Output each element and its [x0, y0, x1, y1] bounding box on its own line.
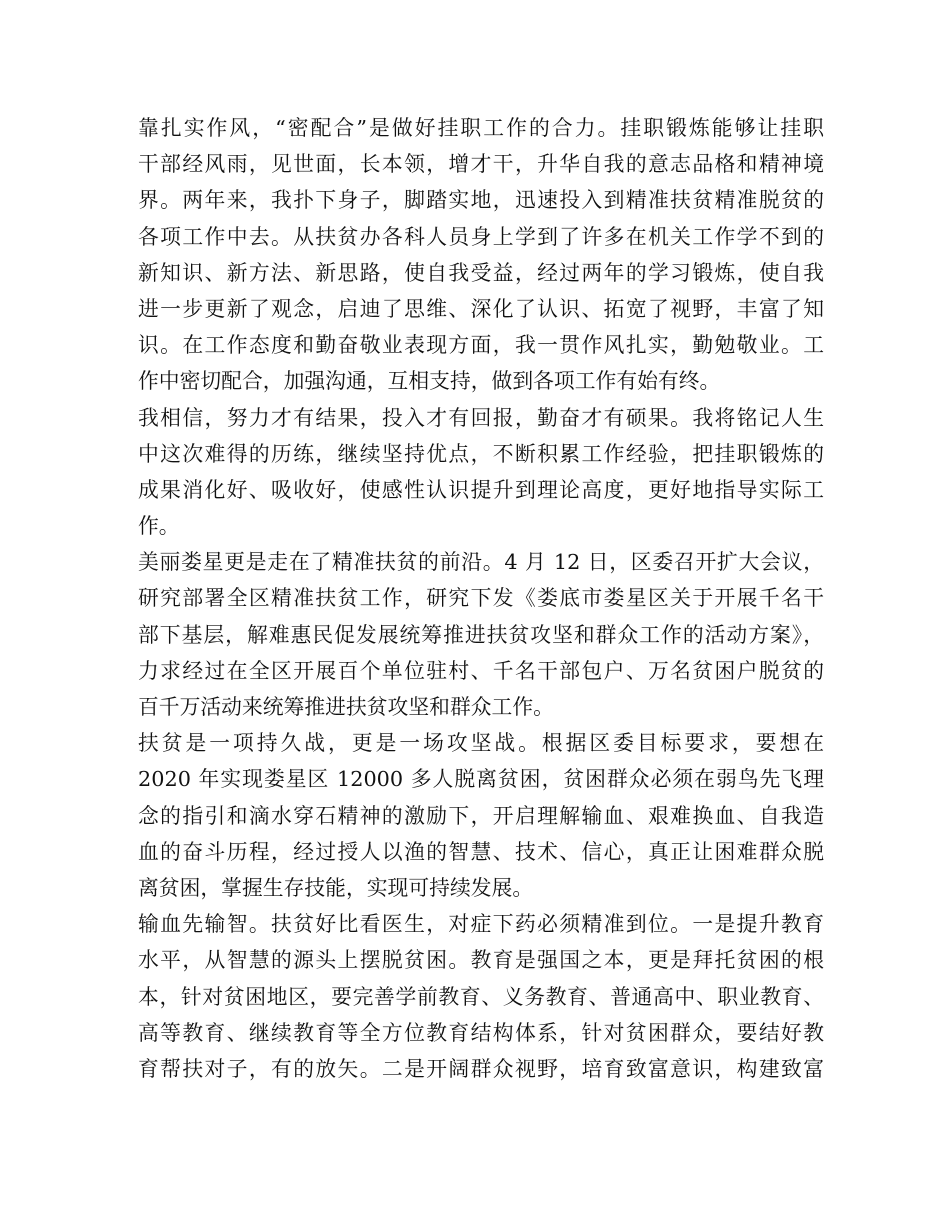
- text-line: 离贫困，掌握生存技能，实现可持续发展。: [138, 875, 534, 900]
- text-line: 界。两年来，我扑下身子，脚踏实地，迅速投入到精准扶贫精准脱贫的: [138, 188, 824, 213]
- text-line: 识。在工作态度和勤奋敬业表现方面，我一贯作风扎实，勤勉敬业。工: [138, 333, 824, 358]
- text-line: 高等教育、继续教育等全方位教育结构体系，针对贫困群众，要结好教: [138, 1020, 824, 1045]
- text-line: 干部经风雨，见世面，长本领，增才干，升华自我的意志品格和精神境: [138, 152, 824, 177]
- text-line: 扶贫是一项持久战，更是一场攻坚战。根据区委目标要求，要想在: [138, 731, 824, 756]
- text-line: 本，针对贫困地区，要完善学前教育、义务教育、普通高中、职业教育、: [138, 984, 824, 1009]
- text-line: 靠扎实作风，“密配合”是做好挂职工作的合力。挂职锻炼能够让挂职: [138, 116, 824, 140]
- paragraph: [138, 906, 824, 1087]
- text-line: 新知识、新方法、新思路，使自我受益，经过两年的学习锻炼，使自我: [138, 260, 824, 285]
- text-line: 2020 年实现娄星区 12000 多人脱离贫困，贫困群众必须在弱鸟先飞理: [138, 767, 824, 792]
- text-line: 研究部署全区精准扶贫工作，研究下发《娄底市娄星区关于开展千名干: [138, 586, 824, 611]
- text-line: 育帮扶对子，有的放矢。二是开阔群众视野，培育致富意识，构建致富: [138, 1056, 824, 1081]
- document-body: [138, 110, 824, 1087]
- text-line: 我相信，努力才有结果，投入才有回报，勤奋才有硕果。我将铭记人生: [138, 405, 824, 430]
- text-line: 力求经过在全区开展百个单位驻村、千名干部包户、万名贫困户脱贫的: [138, 658, 824, 683]
- text-line: 输血先输智。扶贫好比看医生，对症下药必须精准到位。一是提升教育: [138, 912, 824, 937]
- text-line: 念的指引和滴水穿石精神的激励下，开启理解输血、艰难换血、自我造: [138, 803, 824, 828]
- text-line: 作中密切配合，加强沟通，互相支持，做到各项工作有始有终。: [138, 369, 721, 394]
- paragraph: [138, 110, 824, 400]
- text-line: 进一步更新了观念，启迪了思维、深化了认识、拓宽了视野，丰富了知: [138, 296, 824, 321]
- paragraph: [138, 544, 824, 725]
- text-line: 水平，从智慧的源头上摆脱贫困。教育是强国之本，更是拜托贫困的根: [138, 948, 824, 973]
- text-line: 成果消化好、吸收好，使感性认识提升到理论高度，更好地指导实际工: [138, 477, 824, 502]
- text-line: 部下基层，解难惠民促发展统筹推进扶贫攻坚和群众工作的活动方案》，: [138, 622, 824, 647]
- text-line: 血的奋斗历程，经过授人以渔的智慧、技术、信心，真正让困难群众脱: [138, 839, 824, 864]
- text-line: 百千万活动来统筹推进扶贫攻坚和群众工作。: [138, 695, 554, 719]
- paragraph: [138, 725, 824, 906]
- paragraph: [138, 400, 824, 545]
- text-line: 中这次难得的历练，继续坚持优点，不断积累工作经验，把挂职锻炼的: [138, 441, 824, 466]
- text-line: 作。: [138, 514, 180, 539]
- text-line: 美丽娄星更是走在了精准扶贫的前沿。4 月 12 日，区委召开扩大会议，: [138, 550, 824, 575]
- text-line: 各项工作中去。从扶贫办各科人员身上学到了许多在机关工作学不到的: [138, 224, 824, 249]
